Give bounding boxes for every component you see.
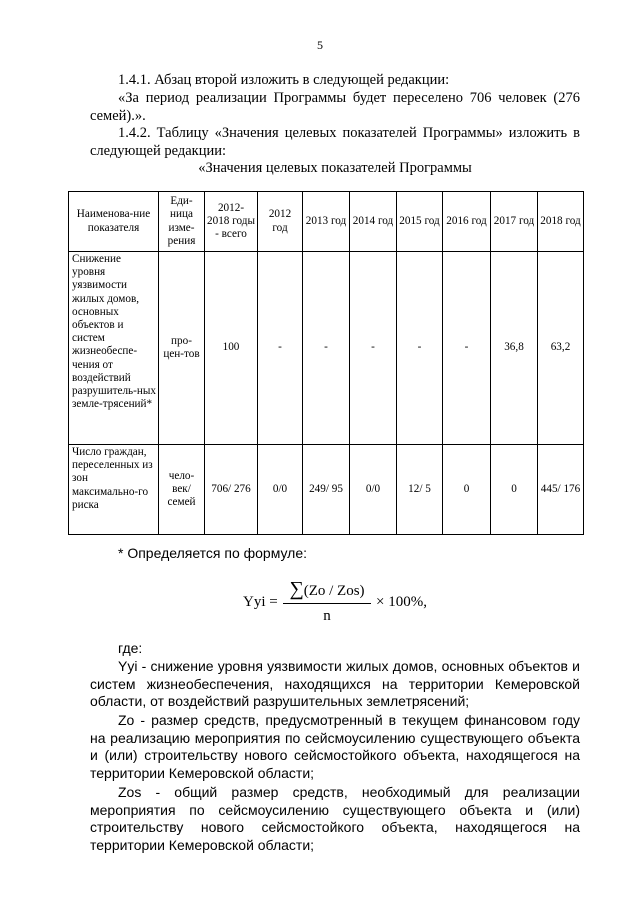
header-2014: 2014 год xyxy=(350,192,397,252)
table-cell: чело-век/ семей xyxy=(159,445,205,535)
formula-numerator-text: (Zo / Zos) xyxy=(303,583,365,599)
table-cell: 445/ 176 xyxy=(538,445,584,535)
table-cell: 63,2 xyxy=(538,252,584,445)
header-2015: 2015 год xyxy=(397,192,443,252)
paragraph-1-4-1: 1.4.1. Абзац второй изложить в следующей редакции: xyxy=(118,72,450,88)
formula-lhs: Yyi = xyxy=(243,594,278,610)
header-unit: Еди-ница изме-рения xyxy=(159,192,205,252)
table-cell: - xyxy=(443,252,491,445)
table-cell: - xyxy=(258,252,303,445)
table-cell: Число граждан, переселенных из зон максимально-го риска xyxy=(69,445,159,535)
paragraph-quote: «За период реализации Программы будет переселено 706 человек (276 семей).». xyxy=(90,90,580,124)
table-cell: 36,8 xyxy=(491,252,538,445)
definition-zo: Zo - размер средств, предусмотренный в текущем финансовом году на реализацию мероприятия по сейсмоусилению существующего объекта и (или) строительству нового сейсмостойкого объекта, находящегося на территории Кемеровской области; xyxy=(90,712,580,781)
page-number: 5 xyxy=(317,38,323,52)
header-total: 2012-2018 годы - всего xyxy=(205,192,258,252)
formula-denominator: n xyxy=(323,608,331,624)
formula-note: * Определяется по формуле: xyxy=(118,545,308,561)
header-2016: 2016 год xyxy=(443,192,491,252)
table-cell: 0 xyxy=(443,445,491,535)
table-cell: 100 xyxy=(205,252,258,445)
header-indicator-name: Наименова-ние показателя xyxy=(69,192,159,252)
header-2017: 2017 год xyxy=(491,192,538,252)
table-cell: 706/ 276 xyxy=(205,445,258,535)
formula-numerator xyxy=(283,578,371,604)
definition-zos: Zos - общий размер средств, необходимый для реализации мероприятия по сейсмоусилению существующего объекта и (или) строительству нового сейсмостойкого объекта, находящегося на территории Кемеровской области; xyxy=(90,784,580,853)
table-row xyxy=(69,252,584,445)
header-2018: 2018 год xyxy=(538,192,584,252)
table-cell: - xyxy=(397,252,443,445)
indicators-table xyxy=(68,191,584,535)
table-header-row xyxy=(69,192,584,252)
table-cell: Снижение уровня уязвимости жилых домов, основных объектов и систем жизнеобеспе-чения от воздействий разрушитель-ных земле-трясений* xyxy=(69,252,159,445)
table-cell: - xyxy=(303,252,350,445)
header-2013: 2013 год xyxy=(303,192,350,252)
table-cell: 12/ 5 xyxy=(397,445,443,535)
table-cell: 0/0 xyxy=(258,445,303,535)
table-cell: - xyxy=(350,252,397,445)
formula xyxy=(0,578,640,632)
formula-rhs: × 100%, xyxy=(376,594,427,610)
table-title: «Значения целевых показателей Программы xyxy=(198,160,472,176)
table-cell: 0 xyxy=(491,445,538,535)
where-label: где: xyxy=(118,640,143,656)
table-row xyxy=(69,445,584,535)
table-cell: 0/0 xyxy=(350,445,397,535)
table-cell: про-цен-тов xyxy=(159,252,205,445)
header-2012: 2012 год xyxy=(258,192,303,252)
definition-yyi: Yyi - снижение уровня уязвимости жилых домов, основных объектов и систем жизнеобеспечения, находящихся на территории Кемеровской области, от воздействий разрушительных землетрясений; xyxy=(90,658,580,709)
paragraph-1-4-2: 1.4.2. Таблицу «Значения целевых показателей Программы» изложить в следующей редакции: xyxy=(90,125,580,159)
table-cell: 249/ 95 xyxy=(303,445,350,535)
formula-sigma: ∑ xyxy=(289,578,304,600)
